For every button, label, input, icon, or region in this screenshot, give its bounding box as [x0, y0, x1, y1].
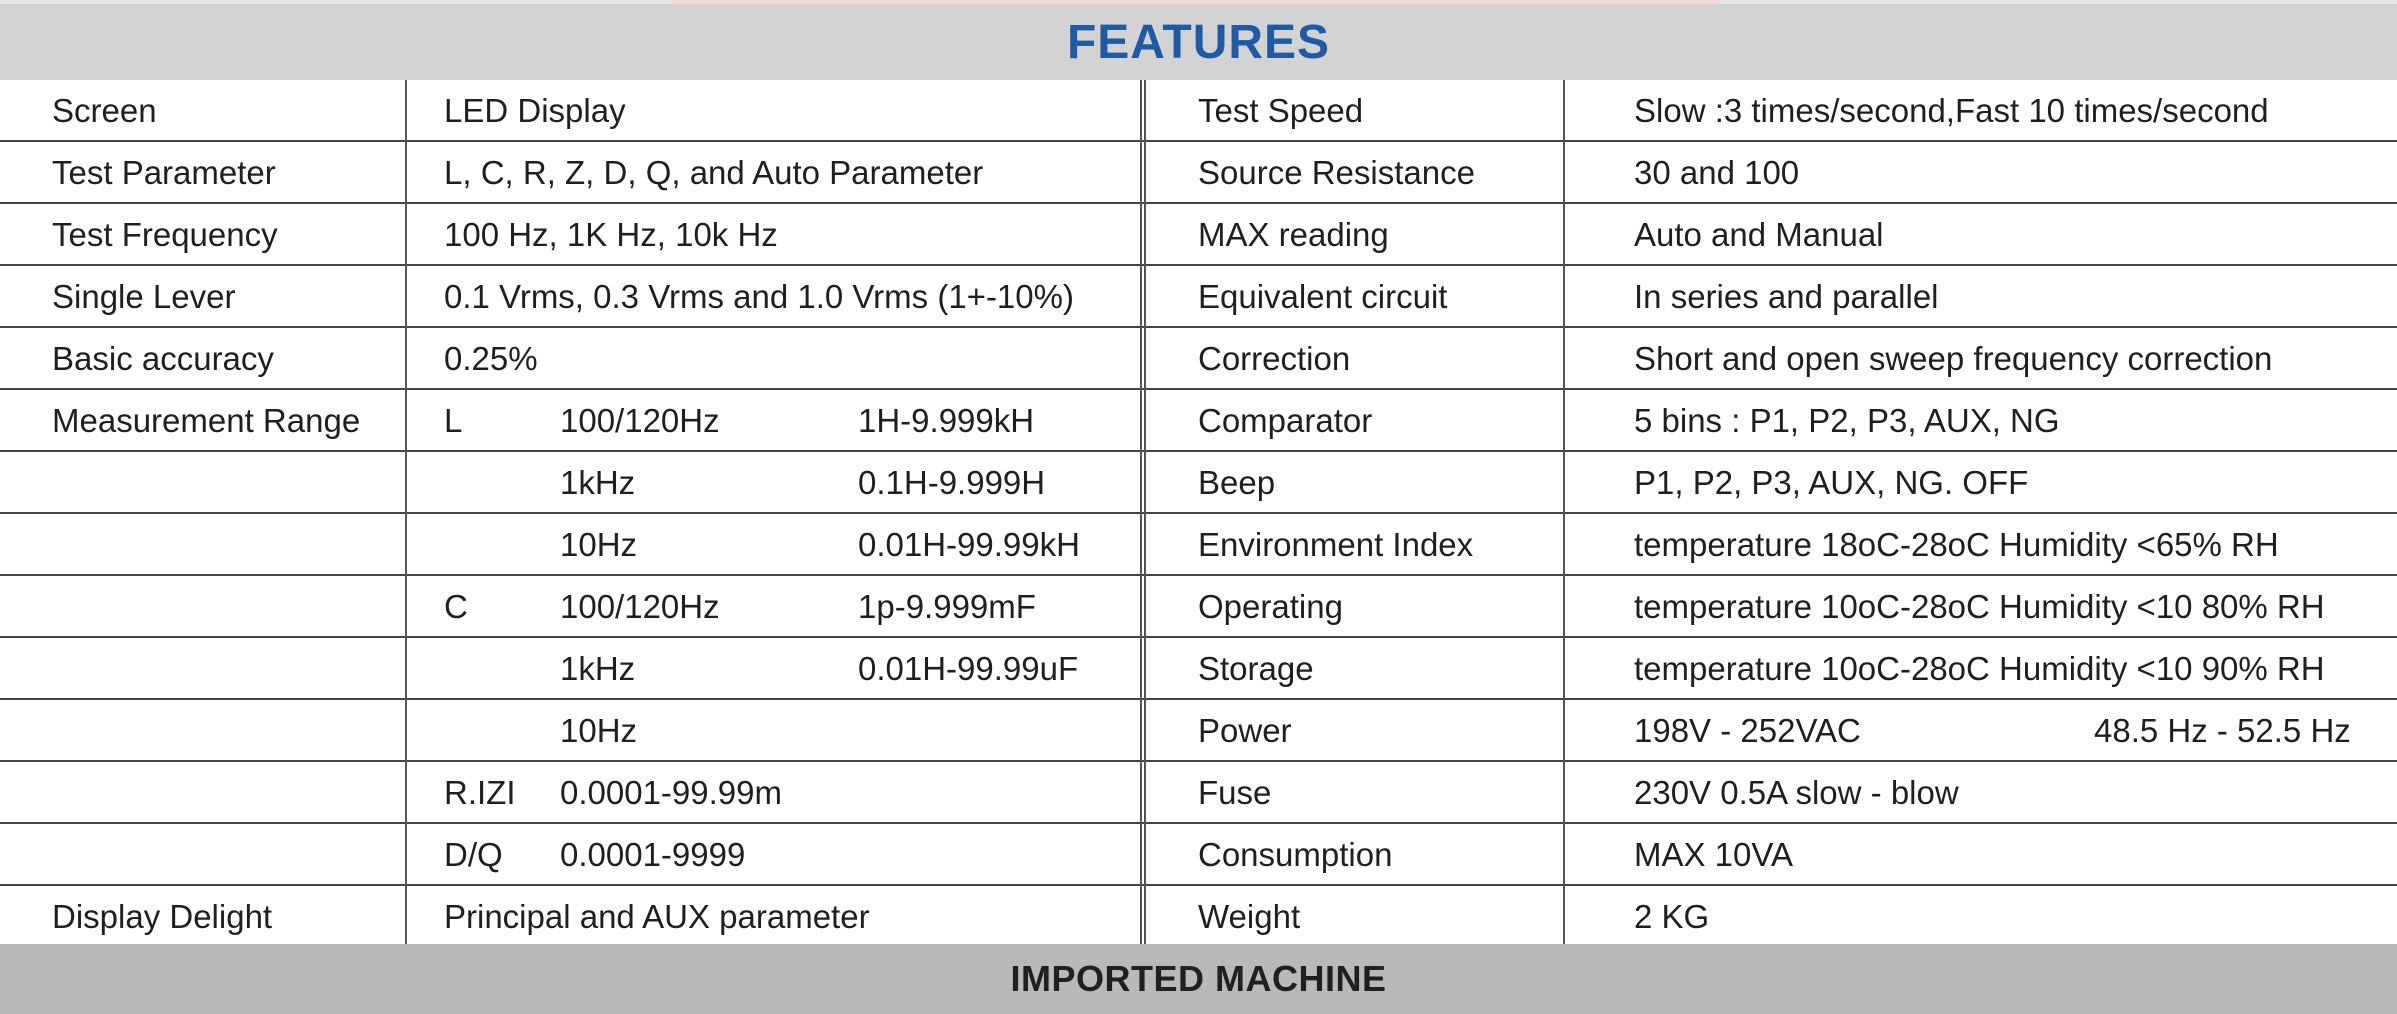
- table-row: [0, 328, 2397, 390]
- table-row: [0, 886, 2397, 948]
- spec-value: P1, P2, P3, AUX, NG. OFF: [1634, 464, 2029, 501]
- range-frequency: 100/120Hz: [560, 402, 720, 439]
- spec-value-secondary: 48.5 Hz - 52.5 Hz: [2094, 712, 2351, 749]
- table-row: [0, 390, 2397, 452]
- spec-label: Storage: [1198, 650, 1314, 687]
- table-row: [0, 452, 2397, 514]
- footer-label: IMPORTED MACHINE: [1010, 958, 1387, 999]
- spec-label: Weight: [1198, 898, 1301, 935]
- spec-value: LED Display: [444, 92, 626, 129]
- spec-label: Display Delight: [52, 898, 273, 935]
- range-frequency: 10Hz: [560, 712, 638, 749]
- footer-bar: [0, 944, 2397, 1014]
- spec-label: Operating: [1198, 588, 1343, 625]
- spec-value: Principal and AUX parameter: [444, 898, 870, 935]
- table-row: [0, 204, 2397, 266]
- spec-value: Slow :3 times/second,Fast 10 times/second: [1634, 92, 2269, 129]
- range-param: L: [444, 402, 463, 439]
- range-param: C: [444, 588, 468, 625]
- spec-label: Source Resistance: [1198, 154, 1475, 191]
- range-value: 1p-9.999mF: [858, 588, 1036, 625]
- range-frequency: 0.0001-99.99m: [560, 774, 782, 811]
- range-param: D/Q: [444, 836, 503, 873]
- table-row: [0, 824, 2397, 886]
- range-frequency: 0.0001-9999: [560, 836, 746, 873]
- range-frequency: 10Hz: [560, 526, 638, 563]
- table-row: [0, 80, 2397, 142]
- spec-value: 0.25%: [444, 340, 538, 377]
- spec-value: 5 bins : P1, P2, P3, AUX, NG: [1634, 402, 2060, 439]
- spec-value: 2 KG: [1634, 898, 1710, 935]
- spec-label: Fuse: [1198, 774, 1272, 811]
- spec-value: temperature 10oC-28oC Humidity <10 90% RH: [1634, 650, 2325, 687]
- range-value: 0.1H-9.999H: [858, 464, 1046, 501]
- spec-label: Measurement Range: [52, 402, 361, 439]
- spec-value: temperature 10oC-28oC Humidity <10 80% RH: [1634, 588, 2325, 625]
- spec-label: Correction: [1198, 340, 1351, 377]
- spec-value: Auto and Manual: [1634, 216, 1884, 253]
- center-divider: [1140, 80, 1146, 944]
- spec-label: Single Lever: [52, 278, 236, 315]
- table-row: [0, 514, 2397, 576]
- spec-value: In series and parallel: [1634, 278, 1939, 315]
- column-divider: [1563, 80, 1565, 944]
- spec-label: Environment Index: [1198, 526, 1474, 563]
- spec-value: 198V - 252VAC: [1634, 712, 1861, 749]
- spec-label: Consumption: [1198, 836, 1393, 873]
- spec-label: Equivalent circuit: [1198, 278, 1448, 315]
- range-param: R.IZI: [444, 774, 516, 811]
- table-row: [0, 700, 2397, 762]
- title-bar: [0, 4, 2397, 80]
- range-frequency: 1kHz: [560, 464, 636, 501]
- table-row: [0, 576, 2397, 638]
- table-row: [0, 142, 2397, 204]
- spec-label: Power: [1198, 712, 1292, 749]
- spec-value: 100 Hz, 1K Hz, 10k Hz: [444, 216, 778, 253]
- range-frequency: 1kHz: [560, 650, 636, 687]
- spec-label: Test Speed: [1198, 92, 1364, 129]
- page-title: FEATURES: [1066, 15, 1331, 69]
- spec-value: 0.1 Vrms, 0.3 Vrms and 1.0 Vrms (1+-10%): [444, 278, 1074, 315]
- range-frequency: 100/120Hz: [560, 588, 720, 625]
- spec-value: 230V 0.5A slow - blow: [1634, 774, 1959, 811]
- range-value: 0.01H-99.99uF: [858, 650, 1079, 687]
- spec-label: Screen: [52, 92, 157, 129]
- spec-label: MAX reading: [1198, 216, 1389, 253]
- spec-value: 30 and 100: [1634, 154, 1800, 191]
- table-row: [0, 762, 2397, 824]
- spec-label: Beep: [1198, 464, 1276, 501]
- spec-value: Short and open sweep frequency correction: [1634, 340, 2273, 377]
- column-divider: [405, 80, 407, 944]
- spec-label: Basic accuracy: [52, 340, 274, 377]
- spec-value: L, C, R, Z, D, Q, and Auto Parameter: [444, 154, 984, 191]
- spec-label: Test Frequency: [52, 216, 278, 253]
- range-value: 1H-9.999kH: [858, 402, 1035, 439]
- spec-table: [0, 80, 2397, 944]
- table-row: [0, 266, 2397, 328]
- spec-label: Comparator: [1198, 402, 1373, 439]
- range-value: 0.01H-99.99kH: [858, 526, 1080, 563]
- spec-value: temperature 18oC-28oC Humidity <65% RH: [1634, 526, 2279, 563]
- spec-value: MAX 10VA: [1634, 836, 1793, 873]
- spec-label: Test Parameter: [52, 154, 276, 191]
- table-row: [0, 638, 2397, 700]
